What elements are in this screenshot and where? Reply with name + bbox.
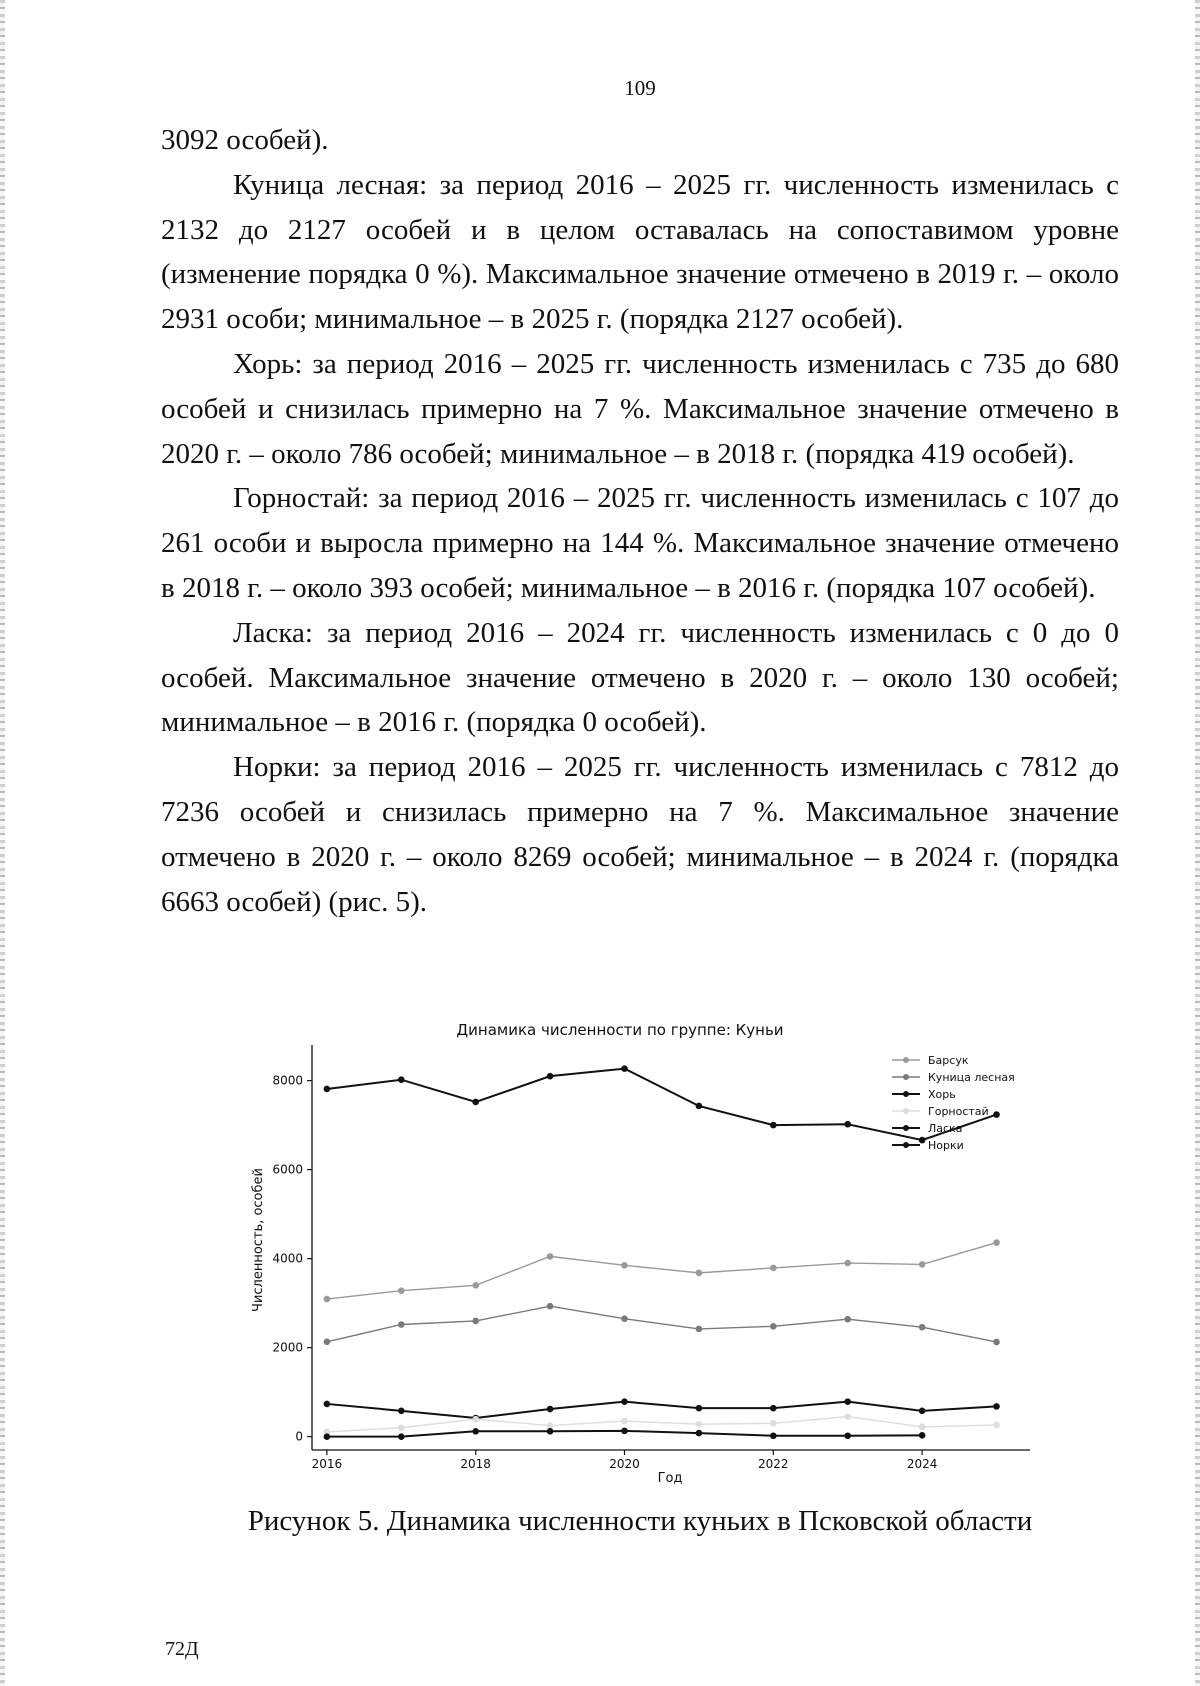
y-tick-label: 2000 xyxy=(272,1340,303,1355)
series-0-group xyxy=(324,1239,1000,1302)
series-3-point xyxy=(844,1413,851,1420)
legend-marker xyxy=(903,1142,909,1148)
series-5-point xyxy=(696,1103,703,1110)
series-2-line xyxy=(327,1402,997,1418)
chart-y-label: Численность, особей xyxy=(251,1168,266,1312)
x-tick-label: 2020 xyxy=(609,1457,640,1471)
series-2-group xyxy=(324,1398,1000,1421)
chart-title: Динамика численности по группе: Куньи xyxy=(456,1021,784,1039)
series-1-point xyxy=(547,1303,554,1310)
series-2-point xyxy=(621,1398,628,1405)
series-0-point xyxy=(696,1270,703,1277)
series-5-line xyxy=(327,1069,997,1140)
scan-edge-left xyxy=(0,0,5,1686)
series-0-line xyxy=(327,1243,997,1299)
series-4-point xyxy=(324,1433,331,1440)
series-2-point xyxy=(770,1405,777,1412)
series-2-point xyxy=(547,1406,554,1413)
series-5-point xyxy=(993,1111,1000,1118)
page-number: 109 xyxy=(624,76,656,100)
y-tick-label: 6000 xyxy=(272,1162,303,1177)
series-4-point xyxy=(547,1428,554,1435)
series-0-point xyxy=(919,1261,926,1268)
figure-chart xyxy=(220,1010,1040,1490)
chart-plot-area xyxy=(324,1065,1000,1440)
chart-axes xyxy=(272,1045,1030,1471)
series-0-point xyxy=(398,1287,405,1294)
series-2-point xyxy=(993,1403,1000,1410)
paragraph-kunitsa: Куница лесная: за период 2016 – 2025 гг. численность изменилась с 2132 до 2127 особей и в целом оставалась на сопоставимом уровне (изменение порядка 0 %). Максимальное значение отмечено в 2019 г. – около 2931 особи; минимальное – в 2025 г. (порядка 2127 особей). xyxy=(161,168,1119,336)
series-2-point xyxy=(844,1398,851,1405)
chart-x-label: Год xyxy=(657,1471,683,1486)
series-1-point xyxy=(324,1338,331,1345)
series-0-point xyxy=(993,1239,1000,1246)
footer-code: 72Д xyxy=(165,1638,199,1660)
series-3-line xyxy=(327,1417,997,1432)
series-2-point xyxy=(324,1401,331,1408)
legend-label: Хорь xyxy=(928,1088,956,1101)
paragraph-continuation: 3092 особей). xyxy=(161,124,329,156)
series-4-point xyxy=(621,1428,628,1435)
series-0-point xyxy=(324,1296,331,1303)
paragraph-norki: Норки: за период 2016 – 2025 гг. численность изменилась с 7812 до 7236 особей и снизилась примерно на 7 %. Максимальное значение отмечено в 2020 г. – около 8269 особей; минимальное – в 2024 г. (порядка 6663 особей) (рис. 5). xyxy=(161,751,1119,918)
series-3-point xyxy=(398,1424,405,1431)
series-0-point xyxy=(770,1265,777,1272)
chart-svg xyxy=(220,1010,1040,1490)
series-2-point xyxy=(398,1408,405,1415)
series-1-point xyxy=(696,1326,703,1333)
legend-label: Куница лесная xyxy=(928,1071,1015,1084)
series-5-point xyxy=(472,1099,479,1106)
body-text xyxy=(161,118,1119,924)
series-1-point xyxy=(621,1315,628,1322)
legend-marker xyxy=(903,1091,909,1097)
x-tick-label: 2018 xyxy=(460,1457,491,1471)
series-5-point xyxy=(844,1121,851,1128)
series-4-point xyxy=(844,1432,851,1439)
series-1-point xyxy=(472,1318,479,1325)
series-5-point xyxy=(324,1086,331,1093)
series-5-point xyxy=(919,1137,926,1144)
series-3-point xyxy=(472,1416,479,1423)
series-5-point xyxy=(621,1065,628,1072)
series-1-point xyxy=(993,1339,1000,1346)
legend-marker xyxy=(903,1108,909,1114)
series-4-point xyxy=(696,1430,703,1437)
legend-label: Норки xyxy=(928,1139,964,1152)
series-2-point xyxy=(919,1408,926,1415)
legend-marker xyxy=(903,1125,909,1131)
paragraph-laska: Ласка: за период 2016 – 2024 гг. численность изменилась с 0 до 0 особей. Максимальное значение отмечено в 2020 г. – около 130 особей; минимальное – в 2016 г. (порядка 0 особей). xyxy=(161,616,1119,739)
series-4-point xyxy=(919,1432,926,1439)
legend-label: Ласка xyxy=(928,1122,963,1135)
series-4-group xyxy=(324,1428,926,1440)
series-5-point xyxy=(547,1073,554,1080)
series-3-point xyxy=(919,1424,926,1431)
paragraph-gornostay: Горностай: за период 2016 – 2025 гг. численность изменилась с 107 до 261 особи и выросла примерно на 144 %. Максимальное значение отмечено в 2018 г. – около 393 особей; минимальное – в 2016 г. (порядка 107 особей). xyxy=(161,482,1119,604)
x-tick-label: 2022 xyxy=(758,1457,789,1471)
legend-label: Горностай xyxy=(928,1105,989,1118)
series-3-point xyxy=(993,1422,1000,1429)
figure-caption: Рисунок 5. Динамика численности куньих в Псковской области xyxy=(247,1505,1033,1537)
series-0-point xyxy=(621,1262,628,1269)
legend-marker xyxy=(903,1057,909,1063)
series-3-point xyxy=(547,1422,554,1429)
series-1-point xyxy=(398,1321,405,1328)
series-4-point xyxy=(770,1432,777,1439)
y-tick-label: 8000 xyxy=(272,1073,303,1088)
legend-label: Барсук xyxy=(928,1054,969,1067)
series-4-point xyxy=(398,1433,405,1440)
series-5-point xyxy=(398,1076,405,1083)
series-1-point xyxy=(770,1323,777,1330)
series-5-point xyxy=(770,1122,777,1129)
y-tick-label: 4000 xyxy=(272,1251,303,1266)
series-0-point xyxy=(844,1260,851,1267)
y-tick-label: 0 xyxy=(295,1429,303,1444)
legend-marker xyxy=(903,1074,909,1080)
series-3-point xyxy=(770,1420,777,1427)
series-1-point xyxy=(919,1324,926,1331)
series-0-point xyxy=(472,1282,479,1289)
series-1-point xyxy=(844,1316,851,1323)
paragraph-khor: Хорь: за период 2016 – 2025 гг. численность изменилась с 735 до 680 особей и снизилась примерно на 7 %. Максимальное значение отмечено в 2020 г. – около 786 особей; минимальное – в 2018 г. (порядка 419 особей). xyxy=(161,347,1119,470)
series-4-point xyxy=(472,1428,479,1435)
series-1-group xyxy=(324,1303,1000,1345)
series-1-line xyxy=(327,1306,997,1342)
series-0-point xyxy=(547,1253,554,1260)
series-3-point xyxy=(696,1421,703,1428)
series-2-point xyxy=(696,1405,703,1412)
x-tick-label: 2016 xyxy=(311,1457,343,1471)
scan-edge-right xyxy=(1195,0,1200,1686)
x-tick-label: 2024 xyxy=(906,1457,938,1471)
series-3-point xyxy=(621,1418,628,1425)
